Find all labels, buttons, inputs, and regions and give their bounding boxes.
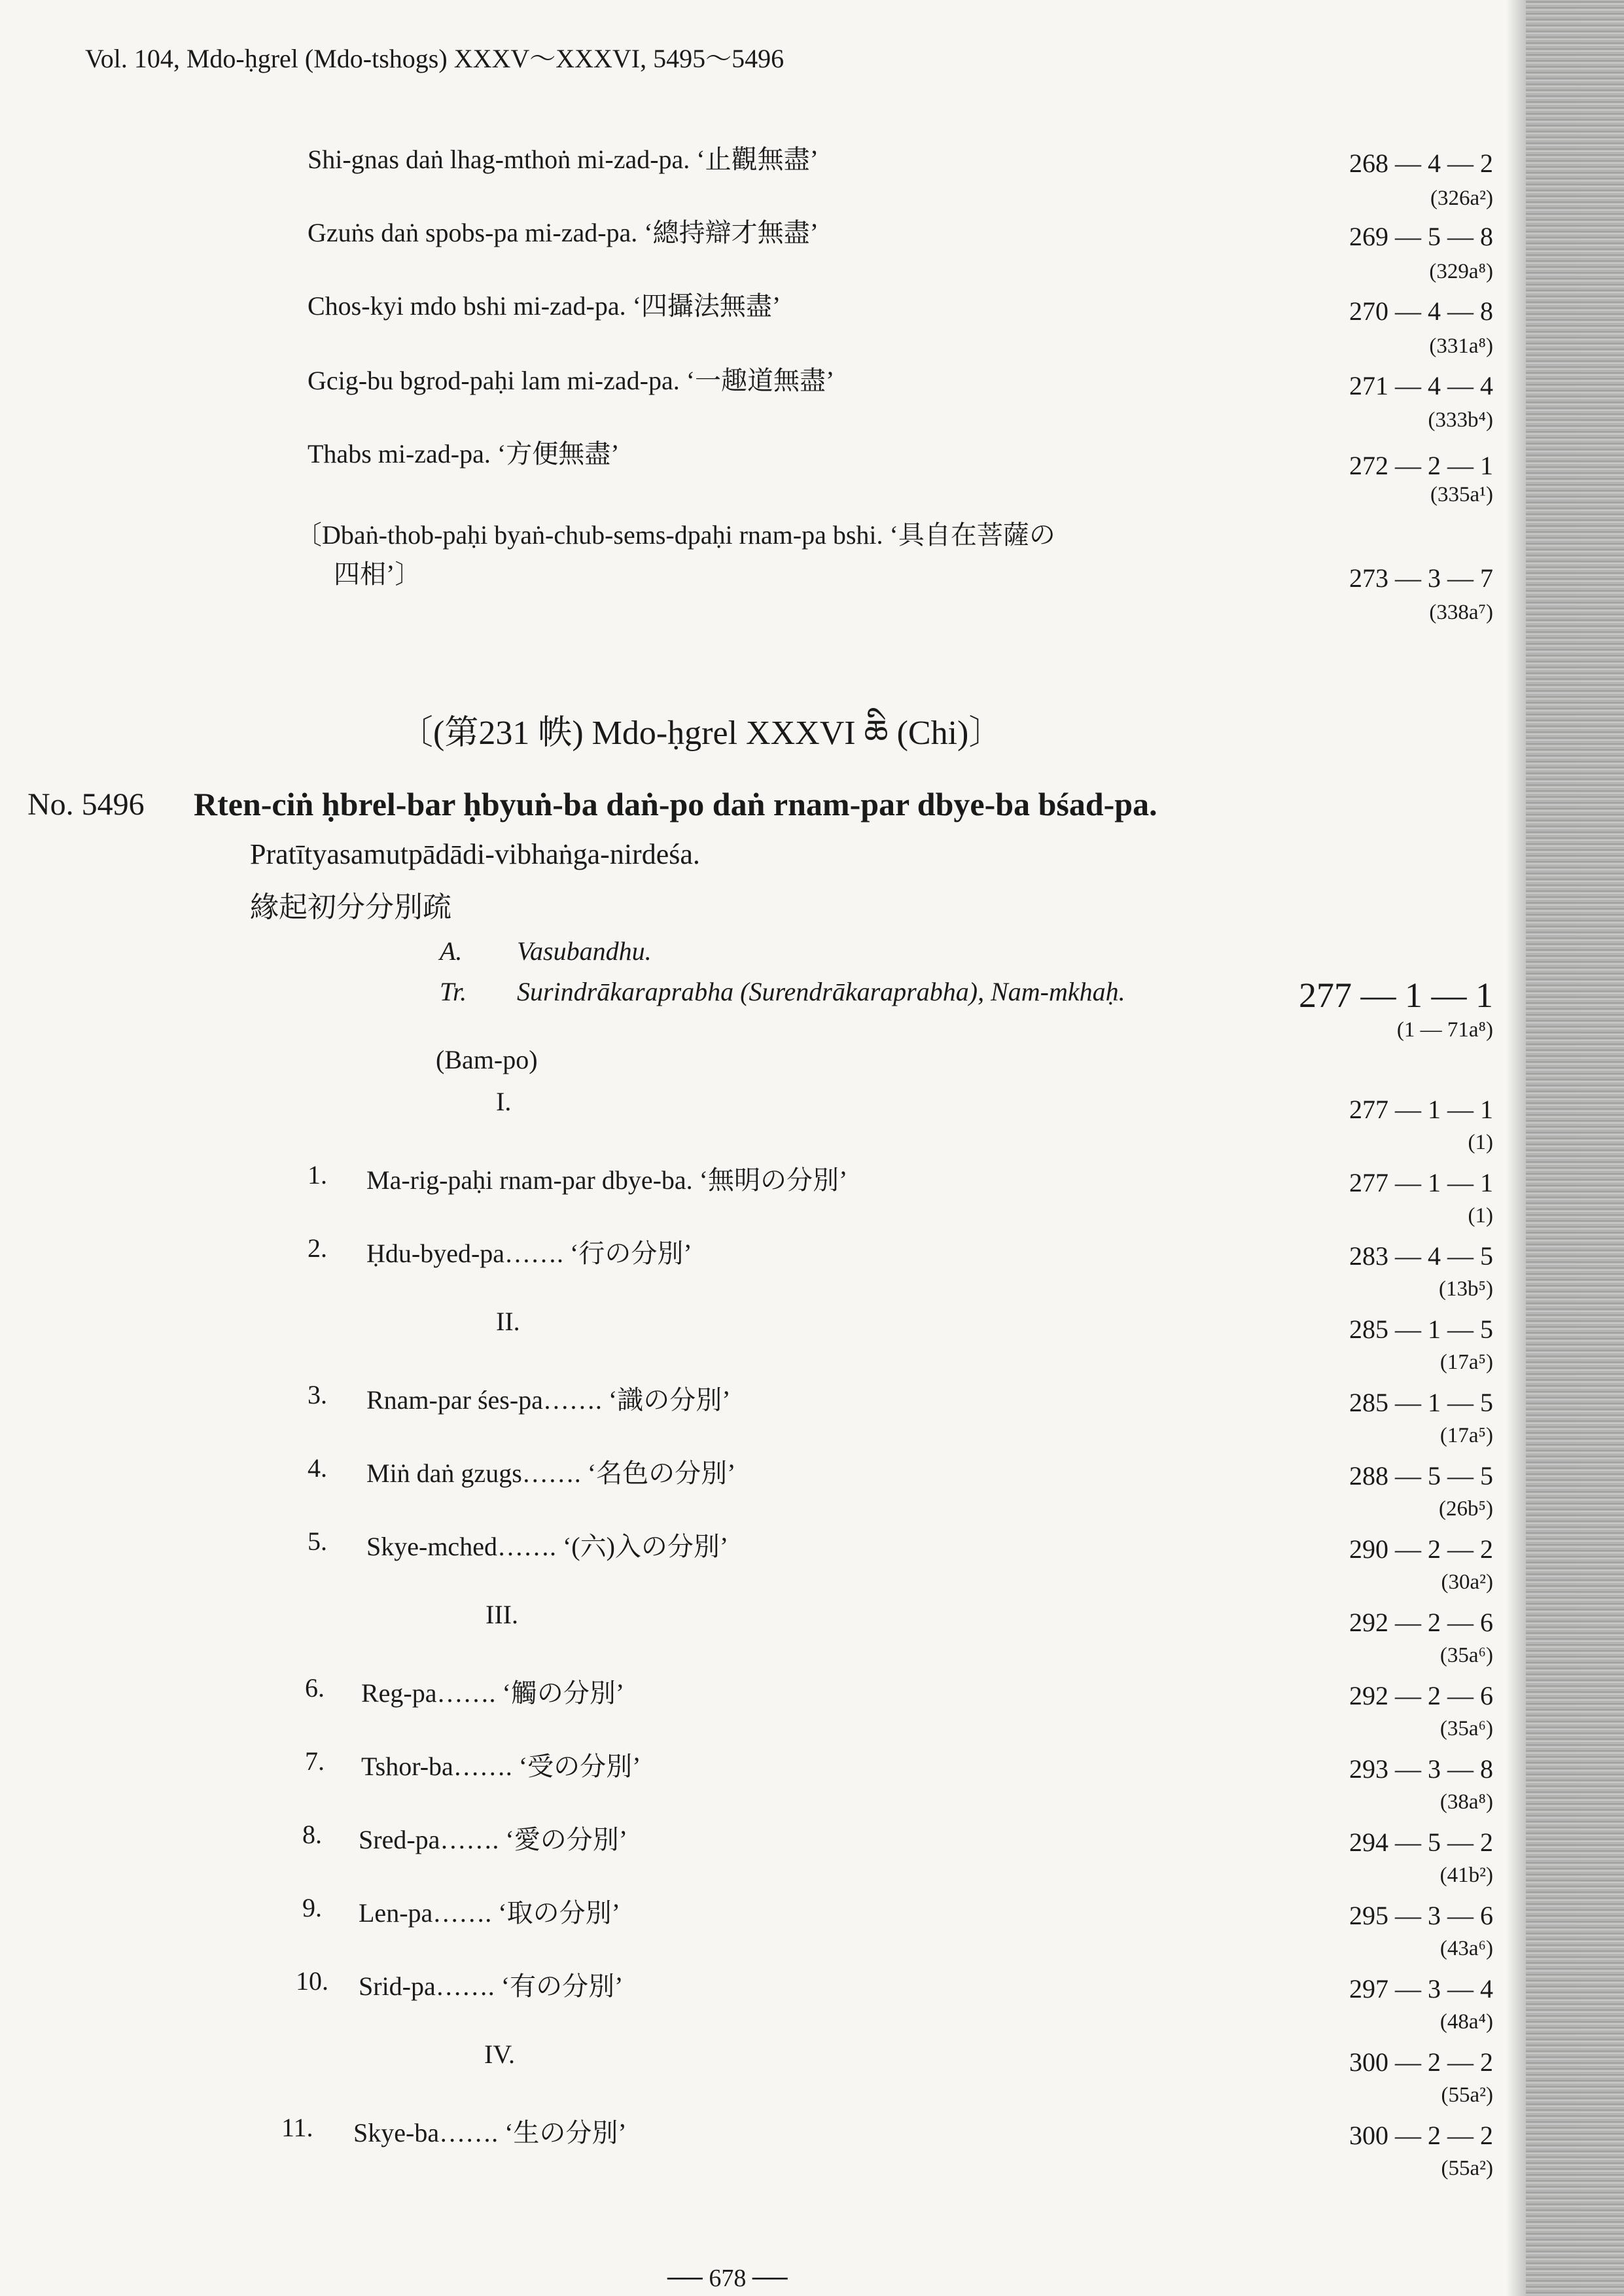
- prev-item-ref: 271 — 4 — 4: [1349, 371, 1493, 400]
- entry-folio: (1 — 71a⁸): [1396, 1018, 1493, 1042]
- prev-item-title: Gzuṅs daṅ spobs-pa mi-zad-pa. ‘總持辯才無盡’: [308, 218, 819, 247]
- row-ref: 293 — 3 — 8: [1349, 1754, 1493, 1784]
- row-title: Sred-pa……. ‘愛の分別’: [359, 1825, 628, 1854]
- translator-names: Surindrākaraprabha (Surendrākaraprabha), Nam-mkhaḥ.: [517, 977, 1125, 1006]
- bampo-number: III.: [485, 1600, 518, 1629]
- row-number: 3.: [308, 1380, 327, 1409]
- scan-edge-shadow: [1526, 0, 1624, 2296]
- bracket-item-ref: 273 — 3 — 7: [1349, 563, 1493, 593]
- bampo-label: (Bam-po): [436, 1045, 538, 1074]
- row-folio: (43a⁶): [1439, 1937, 1493, 1960]
- author-label: A.: [440, 936, 463, 966]
- running-header: Vol. 104, Mdo-ḥgrel (Mdo-tshogs) XXXV～XXXVI, 5495～5496: [85, 44, 785, 73]
- entry-number: No. 5496: [27, 787, 145, 822]
- prev-item-ref: 268 — 4 — 2: [1349, 149, 1493, 178]
- row-ref: 290 — 2 — 2: [1349, 1534, 1493, 1564]
- row-folio: (35a⁶): [1439, 1717, 1493, 1740]
- row-ref: 300 — 2 — 2: [1349, 2121, 1493, 2150]
- author-name: Vasubandhu.: [517, 936, 652, 966]
- row-folio: (13b⁵): [1439, 1277, 1493, 1301]
- row-folio: (1): [1468, 1204, 1493, 1227]
- bampo-number: IV.: [484, 2040, 516, 2069]
- row-number: 5.: [308, 1527, 327, 1556]
- row-ref: 292 — 2 — 6: [1349, 1608, 1493, 1637]
- prev-item-folio: (333b⁴): [1428, 408, 1493, 432]
- row-title: Skye-ba……. ‘生の分別’: [353, 2118, 627, 2147]
- row-number: 2.: [308, 1233, 327, 1263]
- prev-item-folio: (331a⁸): [1429, 334, 1493, 358]
- row-folio: (41b²): [1439, 1863, 1493, 1887]
- row-ref: 277 — 1 — 1: [1349, 1168, 1493, 1197]
- row-folio: (17a⁵): [1439, 1351, 1493, 1374]
- row-folio: (35a⁶): [1439, 1644, 1493, 1667]
- row-ref: 292 — 2 — 6: [1349, 1681, 1493, 1710]
- row-ref: 288 — 5 — 5: [1349, 1461, 1493, 1491]
- row-title: Miṅ daṅ gzugs……. ‘名色の分別’: [366, 1458, 736, 1488]
- row-number: 10.: [296, 1966, 328, 1996]
- row-folio: (30a²): [1441, 1570, 1493, 1594]
- row-number: 7.: [305, 1746, 325, 1776]
- entry-ref: 277 — 1 — 1: [1299, 976, 1493, 1015]
- row-title: Rnam-par śes-pa……. ‘識の分別’: [366, 1385, 731, 1415]
- row-folio: (55a²): [1441, 2083, 1493, 2107]
- row-title: Ḥdu-byed-pa……. ‘行の分別’: [366, 1239, 692, 1268]
- bracket-item-line2: 四相’〕: [334, 559, 421, 589]
- prev-item-title: Chos-kyi mdo bshi mi-zad-pa. ‘四攝法無盡’: [308, 291, 781, 321]
- prev-item-ref: 272 — 2 — 1: [1349, 451, 1493, 480]
- row-ref: 297 — 3 — 4: [1349, 1974, 1493, 2004]
- row-title: Ma-rig-paḥi rnam-par dbye-ba. ‘無明の分別’: [366, 1165, 848, 1195]
- prev-item-ref: 270 — 4 — 8: [1349, 296, 1493, 326]
- row-number: 6.: [305, 1673, 325, 1703]
- row-title: Skye-mched……. ‘(六)入の分別’: [366, 1532, 729, 1561]
- prev-item-folio: (326a²): [1430, 186, 1493, 210]
- row-title: Tshor-ba……. ‘受の分別’: [361, 1752, 641, 1781]
- sanskrit-title: Pratītyasamutpādādi-vibhaṅga-nirdeśa.: [250, 838, 700, 870]
- row-ref: 285 — 1 — 5: [1349, 1315, 1493, 1344]
- bampo-number: II.: [496, 1307, 520, 1336]
- row-title: Reg-pa……. ‘觸の分別’: [361, 1678, 625, 1708]
- translator-label: Tr.: [440, 977, 467, 1006]
- prev-item-title: Gcig-bu bgrod-paḥi lam mi-zad-pa. ‘一趣道無盡’: [308, 366, 835, 395]
- row-ref: 300 — 2 — 2: [1349, 2047, 1493, 2077]
- row-number: 9.: [302, 1893, 322, 1922]
- row-folio: (38a⁸): [1439, 1790, 1493, 1814]
- row-ref: 295 — 3 — 6: [1349, 1901, 1493, 1930]
- bracket-item-folio: (338a⁷): [1429, 601, 1493, 624]
- prev-item-folio: (335a¹): [1430, 483, 1493, 506]
- bampo-number: I.: [496, 1087, 512, 1116]
- page-number: ── 678 ──: [667, 2265, 788, 2292]
- row-number: 4.: [308, 1453, 327, 1483]
- bracket-item-line1: 〔Dbaṅ-thob-paḥi byaṅ-chub-sems-dpaḥi rnam-pa bshi. ‘具自在菩薩の: [296, 520, 1055, 550]
- row-folio: (26b⁵): [1439, 1497, 1493, 1521]
- row-folio: (1): [1468, 1131, 1493, 1154]
- row-ref: 294 — 5 — 2: [1349, 1828, 1493, 1857]
- row-number: 1.: [308, 1160, 327, 1190]
- section-heading: 〔(第231 帙) Mdo-ḥgrel XXXVI ཆི (Chi)〕: [399, 715, 1003, 752]
- row-title: Len-pa……. ‘取の分別’: [359, 1898, 620, 1928]
- row-folio: (48a⁴): [1439, 2010, 1493, 2034]
- prev-item-title: Thabs mi-zad-pa. ‘方便無盡’: [308, 439, 620, 468]
- row-number: 8.: [302, 1820, 322, 1849]
- prev-item-folio: (329a⁸): [1429, 260, 1493, 283]
- row-number: 11.: [281, 2113, 313, 2142]
- prev-item-title: Shi-gnas daṅ lhag-mthoṅ mi-zad-pa. ‘止觀無盡’: [308, 145, 819, 174]
- row-ref: 283 — 4 — 5: [1349, 1241, 1493, 1271]
- row-ref: 277 — 1 — 1: [1349, 1095, 1493, 1124]
- row-folio: (55a²): [1441, 2157, 1493, 2180]
- chinese-title: 緣起初分分別疏: [250, 891, 451, 923]
- prev-item-ref: 269 — 5 — 8: [1349, 222, 1493, 251]
- entry-title: Rten-ciṅ ḥbrel-bar ḥbyuṅ-ba daṅ-po daṅ rnam-par dbye-ba bśad-pa.: [194, 786, 1157, 822]
- row-title: Srid-pa……. ‘有の分別’: [359, 1971, 624, 2001]
- row-ref: 285 — 1 — 5: [1349, 1388, 1493, 1417]
- row-folio: (17a⁵): [1439, 1424, 1493, 1447]
